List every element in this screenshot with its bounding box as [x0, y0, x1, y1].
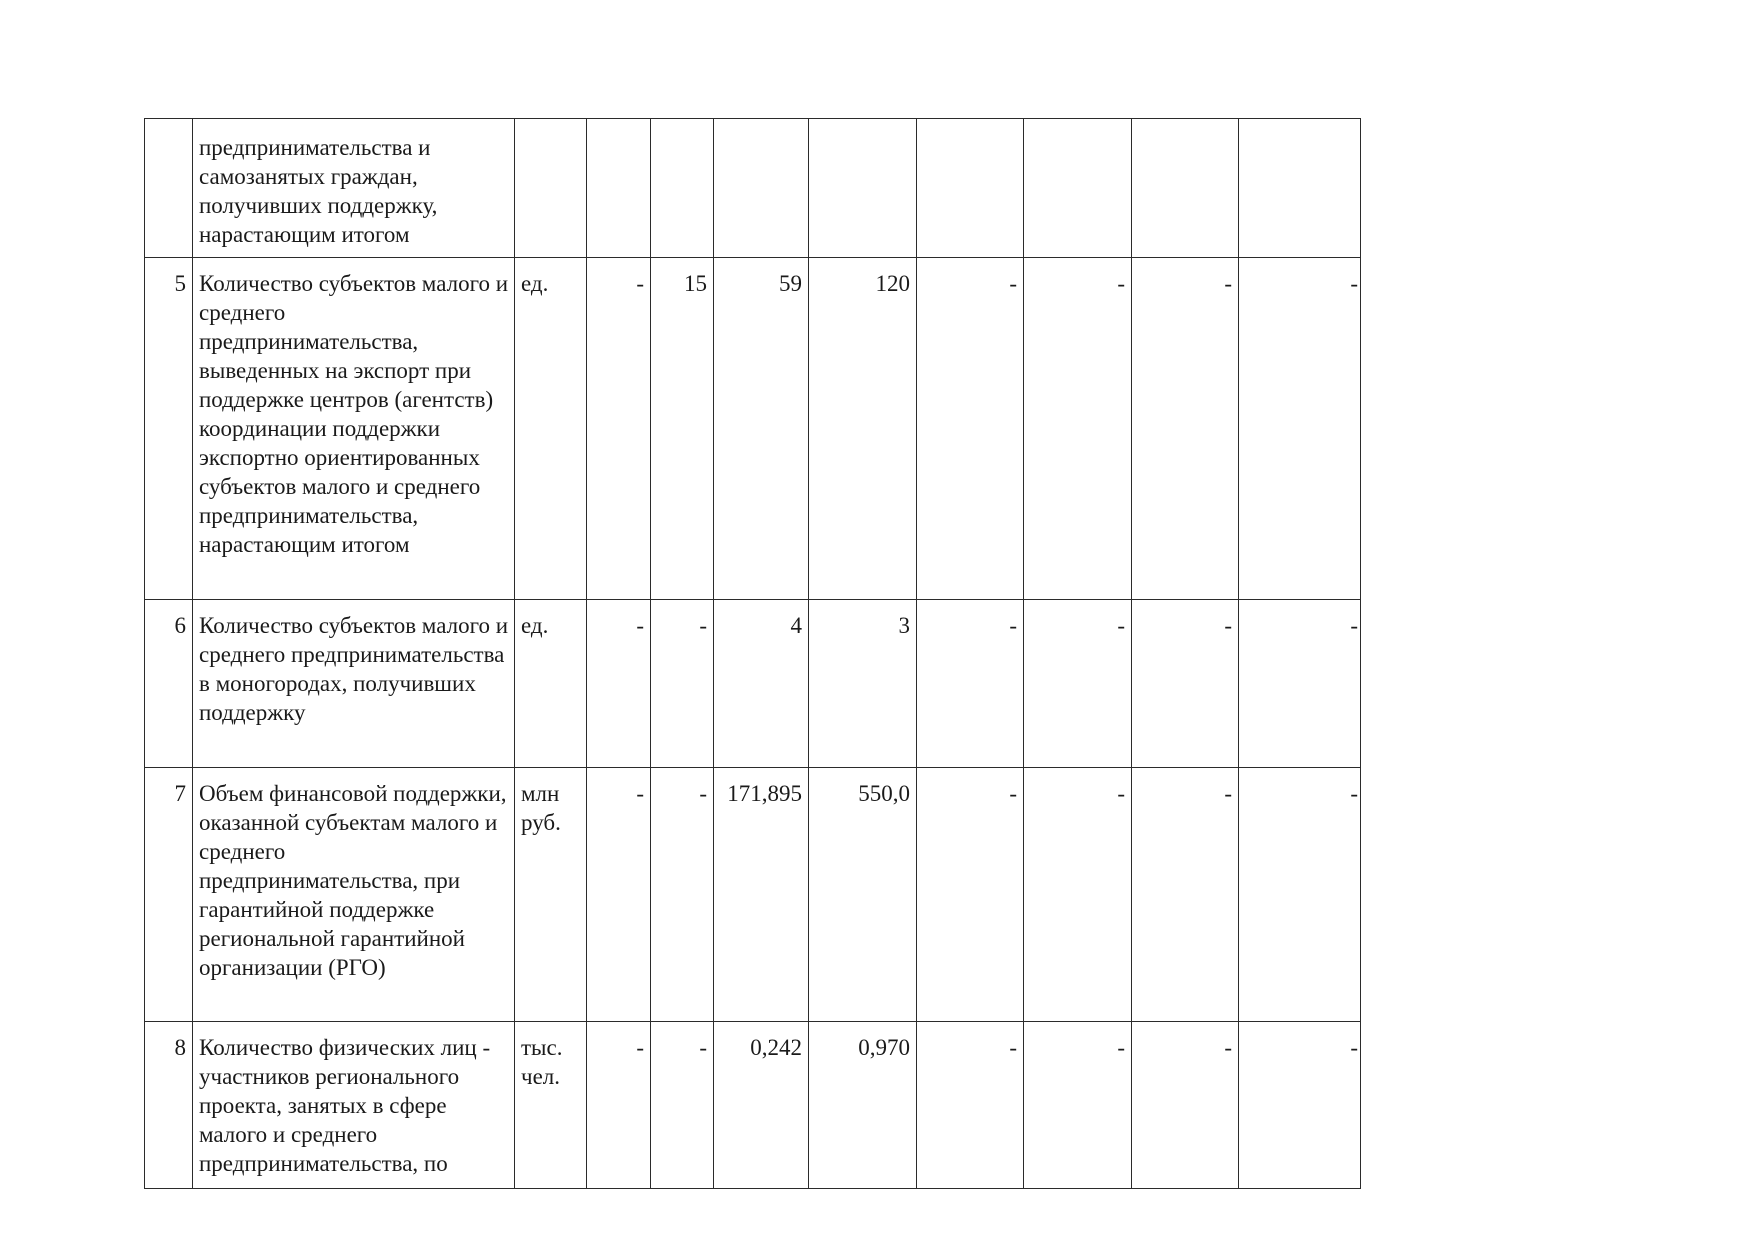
- value-cell: -: [917, 768, 1024, 1022]
- value-cell: [809, 119, 917, 258]
- unit-cell: [515, 119, 587, 258]
- value-cell: -: [1024, 600, 1132, 768]
- unit-cell: тыс. чел.: [515, 1022, 587, 1189]
- value-cell: 120: [809, 258, 917, 600]
- value-cell: -: [1024, 1022, 1132, 1189]
- indicator-name: Количество субъектов малого и среднего предпринимательства в моногородах, получивших поддержку: [193, 600, 515, 768]
- indicator-name: Количество физических лиц - участников регионального проекта, занятых в сфере малого и среднего предпринимательства, по: [193, 1022, 515, 1189]
- table-row: [145, 768, 1361, 1022]
- indicator-name: Количество субъектов малого и среднего предпринимательства, выведенных на экспорт при поддержке центров (агентств) координации поддержки экспортно ориентированных субъектов малого и среднего предпринимательства, нарастающим итогом: [193, 258, 515, 600]
- indicator-name: Объем финансовой поддержки, оказанной субъектам малого и среднего предпринимательства, при гарантийной поддержке региональной гарантийной организации (РГО): [193, 768, 515, 1022]
- table-row: [145, 1022, 1361, 1189]
- row-number: 6: [145, 600, 193, 768]
- value-cell: -: [1132, 258, 1239, 600]
- value-cell: 0,970: [809, 1022, 917, 1189]
- value-cell: -: [917, 1022, 1024, 1189]
- value-cell: -: [1132, 1022, 1239, 1189]
- value-cell: -: [1239, 600, 1361, 768]
- value-cell: [1132, 119, 1239, 258]
- value-cell: -: [587, 768, 651, 1022]
- indicators-table: [144, 118, 1361, 1189]
- row-number: 8: [145, 1022, 193, 1189]
- value-cell: -: [1024, 258, 1132, 600]
- value-cell: [714, 119, 809, 258]
- value-cell: [651, 119, 714, 258]
- value-cell: -: [1132, 600, 1239, 768]
- value-cell: -: [651, 768, 714, 1022]
- value-cell: [587, 119, 651, 258]
- value-cell: 0,242: [714, 1022, 809, 1189]
- value-cell: -: [1239, 768, 1361, 1022]
- value-cell: [1024, 119, 1132, 258]
- value-cell: 59: [714, 258, 809, 600]
- value-cell: -: [651, 600, 714, 768]
- value-cell: -: [917, 258, 1024, 600]
- unit-cell: ед.: [515, 258, 587, 600]
- value-cell: -: [1239, 258, 1361, 600]
- row-number: 7: [145, 768, 193, 1022]
- unit-cell: млн руб.: [515, 768, 587, 1022]
- value-cell: 4: [714, 600, 809, 768]
- value-cell: 3: [809, 600, 917, 768]
- value-cell: [1239, 119, 1361, 258]
- value-cell: 550,0: [809, 768, 917, 1022]
- table-row: [145, 600, 1361, 768]
- value-cell: 15: [651, 258, 714, 600]
- unit-cell: ед.: [515, 600, 587, 768]
- value-cell: 171,895: [714, 768, 809, 1022]
- value-cell: -: [587, 258, 651, 600]
- table-row: [145, 258, 1361, 600]
- value-cell: [917, 119, 1024, 258]
- value-cell: -: [1132, 768, 1239, 1022]
- value-cell: -: [1239, 1022, 1361, 1189]
- value-cell: -: [651, 1022, 714, 1189]
- value-cell: -: [1024, 768, 1132, 1022]
- value-cell: -: [917, 600, 1024, 768]
- row-number: [145, 119, 193, 258]
- value-cell: -: [587, 600, 651, 768]
- table-row: [145, 119, 1361, 258]
- value-cell: -: [587, 1022, 651, 1189]
- indicator-name: предпринимательства и самозанятых граждан, получивших поддержку, нарастающим итогом: [193, 119, 515, 258]
- row-number: 5: [145, 258, 193, 600]
